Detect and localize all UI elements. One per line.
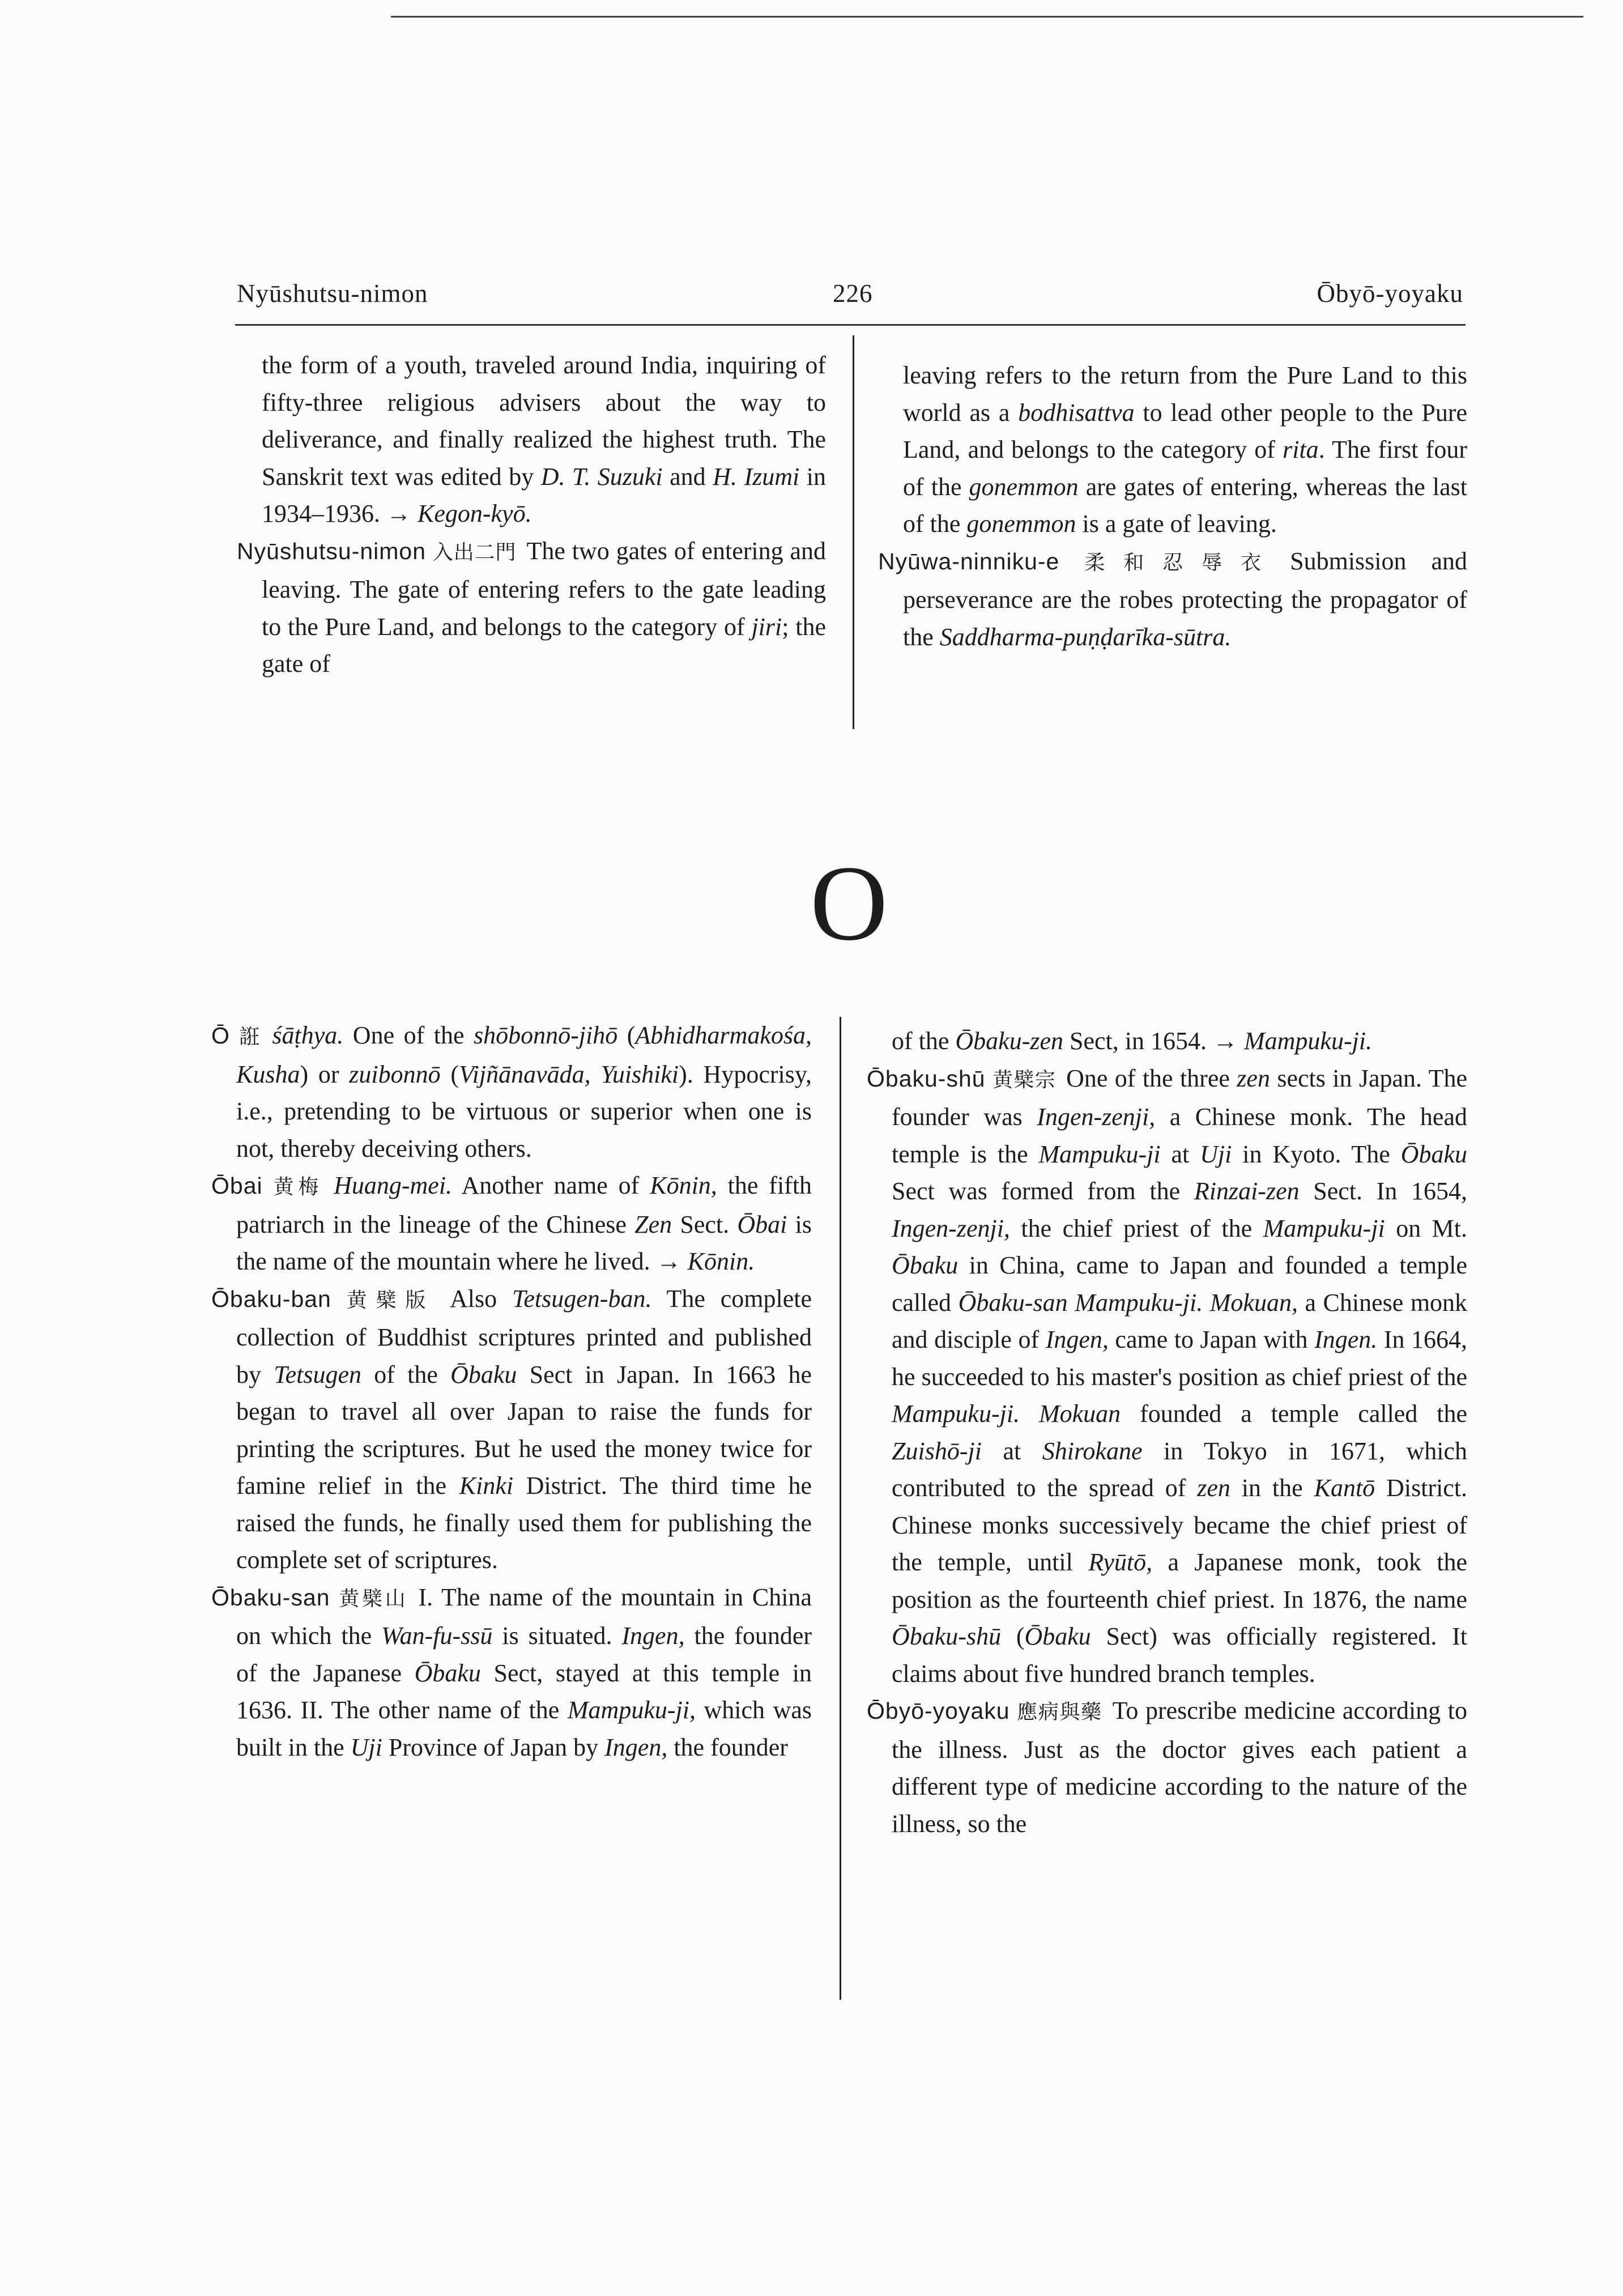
headword: Ōbaku-ban (211, 1285, 331, 1312)
top-rule (391, 16, 1583, 18)
page-number: 226 (833, 279, 873, 308)
headword: Nyūshutsu-nimon (237, 538, 427, 564)
bottom-right-column (867, 1023, 1467, 1842)
entry-obyo-yoyaku: Ōbyō-yoyaku 應病與藥 To prescribe medicine according to the illness. Just as the doctor gives each patient a different type of medicine according to the nature of the illness, so the (867, 1697, 1467, 1838)
headword: Ō (211, 1023, 230, 1049)
entry-nyushutsu-nimon: Nyūshutsu-nimon 入出二門 The two gates of entering and leaving. The gate of entering refers to the gate leading to the Pure Land, and belongs to the category of jiri; the gate of (237, 536, 827, 678)
section-letter: O (810, 844, 888, 963)
continued-entry: leaving refers to the return from the Pure Land to this world as a bodhisattva to lead other people to the Pure Land, and belongs to the category of rita. The first four of the gonemmon are gates of entering, whereas the last of the gonemmon is a gate of leaving. (903, 361, 1468, 538)
kanji: 柔和忍辱衣 (1084, 551, 1280, 574)
kanji: 黄檗版 (346, 1288, 435, 1312)
header-rule (235, 324, 1466, 326)
entry-nyuwa-ninniku-e: Nyūwa-ninniku-e 柔和忍辱衣 Submission and perseverance are the robes protecting the propagator of the Saddharma-puṇḍarīka-sūtra. (878, 547, 1468, 651)
top-right-column (878, 357, 1467, 655)
headword: Ōbyō-yoyaku (867, 1698, 1010, 1724)
headword: Nyūwa-ninniku-e (878, 548, 1060, 574)
entry-obai: Ōbai 黄梅 Huang-mei. Another name of Kōnin, the fifth patriarch in the lineage of the Chinese Zen Sect. Ōbai is the name of the mountain where he lived. → Kōnin. (211, 1172, 812, 1275)
headword: Ōbaku-shū (867, 1065, 986, 1092)
kanji: 黄檗山 (339, 1587, 408, 1611)
column-divider (853, 335, 854, 729)
headword: Ōbai (211, 1173, 263, 1199)
kanji: 黄檗宗 (992, 1068, 1057, 1092)
kanji: 誑 (239, 1025, 263, 1049)
entry-obaku-ban: Ōbaku-ban 黄檗版 Also Tetsugen-ban. The complete collection of Buddhist scriptures printed and published by Tetsugen of the Ōbaku Sect in Japan. In 1663 he began to travel all over Japan to raise the funds for printing the scriptures. But he used the money twice for famine relief in the Kinki District. The third time he raised the funds, he finally used them for publishing the complete set of scriptures. (211, 1284, 812, 1574)
running-head-right: Ōbyō-yoyaku (1317, 279, 1463, 308)
column-divider (840, 1017, 841, 2000)
entry-obaku-shu: Ōbaku-shū 黄檗宗 One of the three zen sects in Japan. The founder was Ingen-zenji, a Chinese monk. The head temple is the Mampuku-ji at Uji in Kyoto. The Ōbaku Sect was formed from the Rinzai-zen Sect. In 1654, Ingen-zenji, the chief priest of the Mampuku-ji on Mt. Ōbaku in China, came to Japan and founded a temple called Ōbaku-san Mampuku-ji. Mokuan, a Chinese monk and disciple of Ingen, came to Japan with Ingen. In 1664, he succeeded to his master's position as chief priest of the Mampuku-ji. Mokuan founded a temple called the Zuishō-ji at Shirokane in Tokyo in 1671, which contributed to the spread of zen in the Kantō District. Chinese monks successively became the chief priest of the temple, until Ryūtō, a Japanese monk, took the position as the fourteenth chief priest. In 1876, the name Ōbaku-shū (Ōbaku Sect) was officially registered. It claims about five hundred branch temples. (867, 1064, 1468, 1688)
kanji: 入出二門 (432, 540, 517, 564)
continued-entry: the form of a youth, traveled around India, inquiring of fifty-three religious advisers about the way to deliverance, and finally realized the highest truth. The Sanskrit text was edited by D. T. Suzuki and H. Izumi in 1934–1936. → Kegon-kyō. (262, 351, 826, 527)
bottom-left-column (211, 1017, 812, 1766)
top-left-column (237, 347, 826, 683)
entry-o: Ō 誑 śāṭhya. One of the shōbonnō-jihō (Abhidharmakośa, Kusha) or zuibonnō (Vijñānavāda, Yuishiki). Hypocrisy, i.e., pretending to be virtuous or superior when one is not, thereby deceiving others. (211, 1021, 812, 1162)
continued-entry: of the Ōbaku-zen Sect, in 1654. → Mampuku-ji. (892, 1027, 1373, 1055)
headword: Ōbaku-san (211, 1584, 330, 1611)
running-head-left: Nyūshutsu-nimon (237, 279, 428, 308)
entry-obaku-san: Ōbaku-san 黄檗山 I. The name of the mountain in China on which the Wan-fu-ssū is situated. Ingen, the founder of the Japanese Ōbaku Sect, stayed at this temple in 1636. II. The other name of the Mampuku-ji, which was built in the Uji Province of Japan by Ingen, the founder (211, 1583, 812, 1761)
kanji: 應病與藥 (1017, 1701, 1102, 1724)
kanji: 黄梅 (273, 1175, 323, 1199)
